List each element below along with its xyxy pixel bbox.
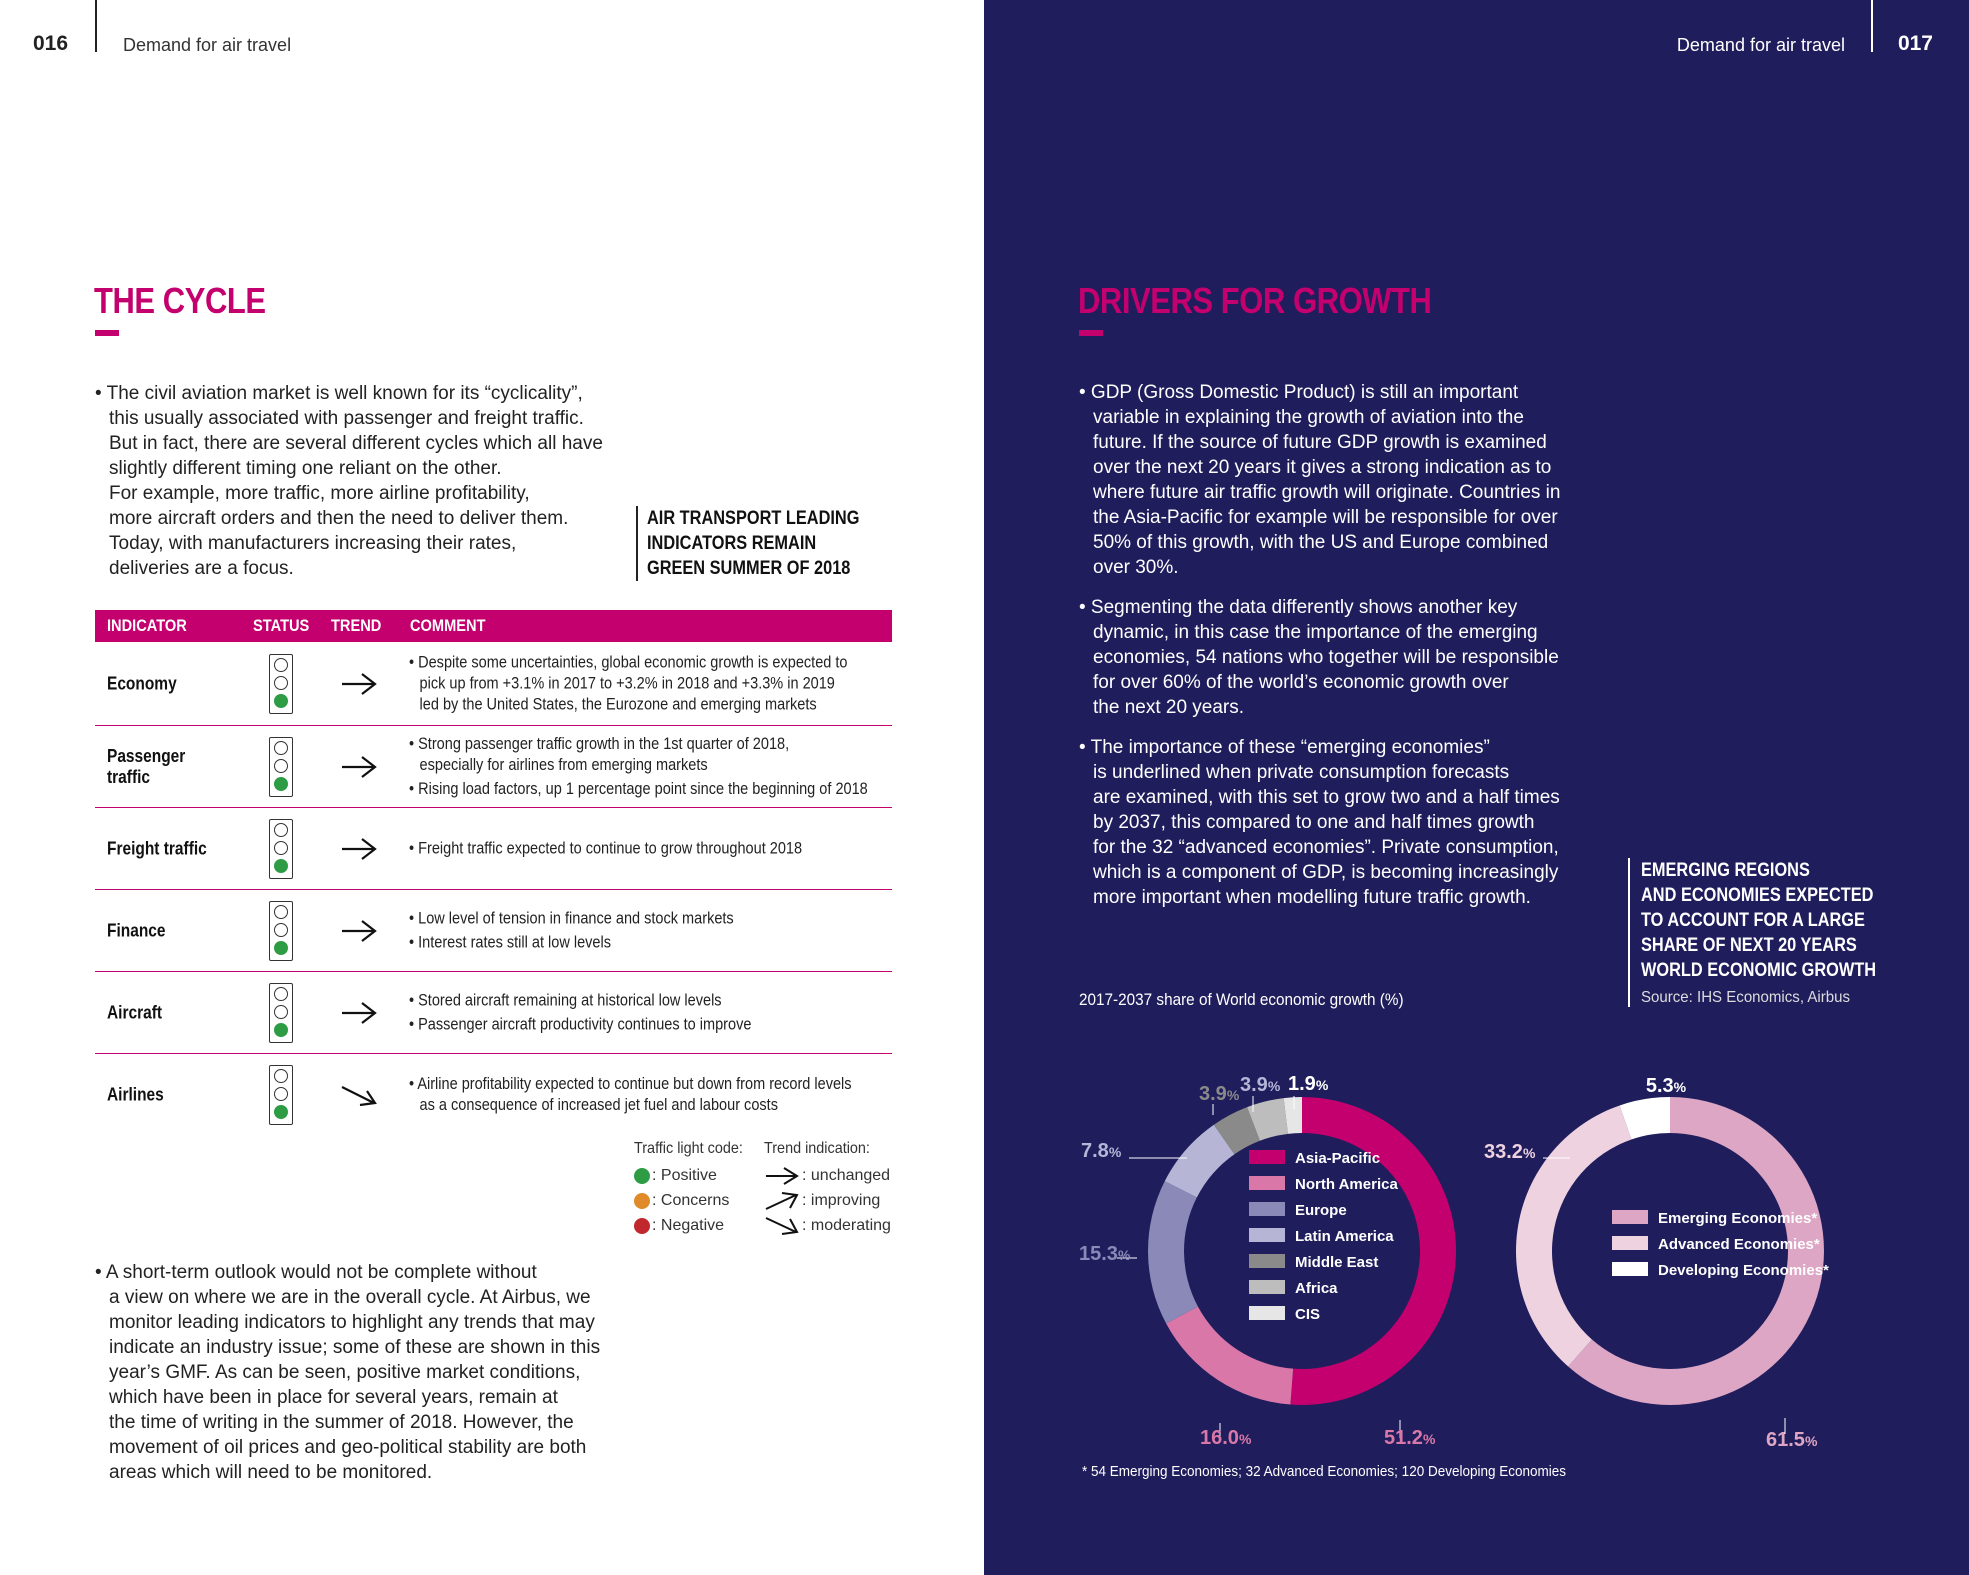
comment-line: • Freight traffic expected to continue to grow throughout 2018 [409,839,803,857]
arrow-right-icon [338,997,378,1029]
indicator-name-line: Airlines [107,1084,164,1105]
outlook-line: which have been in place for several years, remain at [109,1387,558,1408]
value-label: 7.8% [1081,1140,1122,1162]
outlook-line: areas which will need to be monitored. [109,1462,433,1483]
header-status: STATUS [253,616,310,635]
value-label: 5.3% [1645,1075,1687,1097]
comment-line: • Stored aircraft remaining at historical low levels [409,991,722,1009]
indicator-name [107,1085,164,1106]
legend-label: North America [1295,1176,1398,1193]
body-line: future. If the source of future GDP growth is examined [1093,432,1547,453]
legend-label: : Concerns [652,1191,730,1209]
donut-charts [984,1020,1969,1460]
value-label: 33.2% [1484,1141,1536,1163]
legend-item [764,1163,891,1188]
legend-label: Africa [1295,1280,1338,1297]
legend-swatch [1612,1210,1648,1224]
legend-item [634,1213,755,1238]
body-line: by 2037, this compared to one and half times growth [1093,812,1535,833]
legend-label: Asia-Pacific [1295,1150,1381,1167]
intro-line: But in fact, there are several different cycles which all have [109,433,603,454]
callout-line: GREEN SUMMER OF 2018 [647,558,851,579]
outlook-paragraph [95,1260,600,1485]
value-label: 3.9% [1199,1083,1240,1105]
comment-line: • Rising load factors, up 1 percentage point since the beginning of 2018 [409,779,868,798]
indicator-name-line: Aircraft [107,1002,163,1022]
legend-label: : Positive [652,1166,717,1184]
section-title: DRIVERS FOR GROWTH [1078,280,1432,321]
page-number: 017 [1897,32,1933,55]
legend-swatch [1249,1306,1285,1320]
donut-slice [1290,1097,1456,1405]
traffic-light-legend [634,1140,755,1238]
indicator-name-line: Passenger [107,745,186,766]
chart-legend [1612,1210,1829,1279]
body-line: for over 60% of the world’s economic growth over [1093,672,1509,693]
running-head: Demand for air travel [123,35,292,55]
legend-item [634,1188,755,1213]
header-divider [1871,0,1873,52]
legend-label: Latin America [1295,1228,1394,1245]
page-number: 016 [33,32,69,55]
indicator-name [107,746,185,788]
callout-line: SHARE OF NEXT 20 YEARS [1641,935,1857,956]
table-row [95,642,892,726]
legend-item [764,1213,891,1238]
body-line: • The importance of these “emerging economies” [1079,737,1490,758]
trend-legend [764,1140,891,1238]
body-line: are examined, with this set to grow two and a half times [1093,787,1560,808]
running-head: Demand for air travel [1676,35,1845,55]
arrow-right-icon [338,668,378,700]
body-paragraph [1079,595,1619,720]
intro-line: For example, more traffic, more airline profitability, [109,483,530,504]
callout-line: EMERGING REGIONS [1641,860,1810,881]
body-line: which is a component of GDP, is becoming increasingly [1093,862,1559,883]
traffic-light-icon [269,737,293,797]
traffic-light-icon [269,819,293,879]
arrow-up-right-icon [764,1190,800,1212]
callout-line: AND ECONOMIES EXPECTED [1641,885,1874,906]
title-underline [95,330,119,336]
comment-cell [409,652,929,715]
body-line: the Asia-Pacific for example will be responsible for over [1093,507,1558,528]
source-note: Source: IHS Economics, Airbus [1641,989,1850,1006]
body-line: • Segmenting the data differently shows another key [1079,597,1518,618]
comment-cell [409,734,929,800]
outlook-line: a view on where we are in the overall cycle. At Airbus, we [109,1287,591,1308]
comment-line: • Strong passenger traffic growth in the 1st quarter of 2018, [409,734,790,753]
arrow-right-icon [764,1165,800,1187]
legend-label: CIS [1295,1306,1321,1323]
body-line: the next 20 years. [1093,697,1245,718]
comment-line: • Passenger aircraft productivity continues to improve [409,1015,752,1033]
table-row [95,726,892,808]
legend-swatch [1249,1254,1285,1268]
chart-footnote: * 54 Emerging Economies; 32 Advanced Economies; 120 Developing Economies [1082,1463,1567,1480]
lead-callout [636,506,876,581]
arrow-down-right-icon [764,1215,800,1237]
donut-slice [1166,1307,1293,1405]
negative-dot-icon [634,1218,650,1234]
section-title: THE CYCLE [94,280,266,321]
legend-swatch [1249,1150,1285,1164]
value-label: 51.2% [1384,1427,1436,1449]
outlook-line: • A short-term outlook would not be complete without [95,1262,537,1283]
body-paragraph [1079,735,1619,910]
comment-line: • Interest rates still at low levels [409,933,611,951]
body-line: 50% of this growth, with the US and Europe combined [1093,532,1549,553]
comment-cell [409,990,929,1035]
intro-paragraph [95,381,603,581]
comment-cell [409,908,929,953]
outlook-line: year’s GMF. As can be seen, positive market conditions, [109,1362,581,1383]
drivers-text [1079,380,1619,910]
positive-dot-icon [634,1168,650,1184]
table-row [95,890,892,972]
donut-chart-1 [1079,1073,1456,1449]
outlook-line: monitor leading indicators to highlight any trends that may [109,1312,595,1333]
legend-swatch [1249,1280,1285,1294]
callout-line: AIR TRANSPORT LEADING [647,508,860,529]
body-line: economies, 54 nations who together will be responsible [1093,647,1559,668]
value-label: 1.9% [1288,1073,1329,1095]
body-line: for the 32 “advanced economies”. Private consumption, [1093,837,1559,858]
intro-line: Today, with manufacturers increasing their rates, [109,533,517,554]
comment-line: • Despite some uncertainties, global economic growth is expected to [409,653,848,671]
indicator-name [107,1002,162,1023]
legend-label: Developing Economies* [1658,1262,1829,1279]
legend-label: Advanced Economies* [1658,1236,1820,1253]
legend-item [764,1188,891,1213]
comment-line: • Low level of tension in finance and stock markets [409,909,734,927]
legend-title: Traffic light code: [634,1140,743,1157]
legend-label: Middle East [1295,1254,1379,1271]
indicator-name-line: Finance [107,920,166,940]
legend-label: : improving [802,1191,881,1209]
legend-swatch [1249,1228,1285,1242]
indicator-name [107,920,166,941]
legend-label: Europe [1295,1202,1347,1219]
header-divider [95,0,97,52]
legend-label: Emerging Economies* [1658,1210,1818,1227]
value-label: 15.3% [1079,1243,1131,1265]
body-line: • GDP (Gross Domestic Product) is still an important [1079,382,1519,403]
arrow-right-icon [338,833,378,865]
legend-swatch [1612,1262,1648,1276]
indicator-name-line: traffic [107,766,151,787]
chart-title: 2017-2037 share of World economic growth (%) [1079,990,1404,1009]
indicator-table [95,610,892,1136]
traffic-light-icon [269,1065,293,1125]
comment-cell [409,838,929,859]
donut-slice [1148,1181,1198,1323]
legend-label: : unchanged [802,1166,891,1184]
arrow-down-right-icon [338,1079,378,1111]
callout-line: TO ACCOUNT FOR A LARGE [1641,910,1865,931]
outlook-line: the time of writing in the summer of 2018. However, the [109,1412,574,1433]
intro-line: slightly different timing one reliant on the other. [109,458,502,479]
comment-cell [409,1074,929,1116]
title-underline [1079,330,1103,336]
legend-swatch [1249,1202,1285,1216]
value-label: 3.9% [1240,1074,1281,1096]
outlook-line: indicate an industry issue; some of these are shown in this [109,1337,601,1358]
intro-line: • The civil aviation market is well known for its “cyclicality”, [95,383,583,404]
right-page [984,0,1969,1575]
intro-line: more aircraft orders and then the need to deliver them. [109,508,569,529]
intro-line: deliveries are a focus. [109,558,294,579]
body-line: over the next 20 years it gives a strong indication as to [1093,457,1552,478]
comment-line: especially for airlines from emerging markets [419,755,708,774]
arrow-right-icon [338,751,378,783]
arrow-right-icon [338,915,378,947]
callout-line: WORLD ECONOMIC GROWTH [1641,960,1877,981]
concerns-dot-icon [634,1193,650,1209]
callout-line: INDICATORS REMAIN [647,533,817,554]
header-indicator: INDICATOR [107,616,187,635]
chart-legend [1249,1150,1398,1323]
comment-line: led by the United States, the Eurozone and emerging markets [419,695,817,713]
table-row [95,972,892,1054]
legend-swatch [1612,1236,1648,1250]
header-trend: TREND [331,616,382,635]
intro-line: this usually associated with passenger and freight traffic. [109,408,584,429]
traffic-light-icon [269,654,293,714]
emerging-callout [1628,858,1898,1007]
left-page [0,0,984,1575]
legend-label: : moderating [802,1216,891,1234]
legend-title: Trend indication: [764,1140,870,1157]
body-line: more important when modelling future traffic growth. [1093,887,1531,908]
traffic-light-icon [269,983,293,1043]
indicator-name [107,673,177,694]
indicator-name [107,838,207,859]
table-header [95,610,892,642]
body-line: where future air traffic growth will originate. Countries in [1093,482,1561,503]
body-line: variable in explaining the growth of aviation into the [1093,407,1524,428]
value-label: 16.0% [1200,1427,1252,1449]
traffic-light-icon [269,901,293,961]
body-line: over 30%. [1093,557,1179,578]
value-label: 61.5% [1766,1429,1818,1451]
table-row [95,808,892,890]
legend-swatch [1249,1176,1285,1190]
table-row [95,1054,892,1136]
indicator-name-line: Economy [107,673,177,693]
comment-line: as a consequence of increased jet fuel and labour costs [419,1096,778,1114]
comment-line: pick up from +3.1% in 2017 to +3.2% in 2018 and +3.3% in 2019 [419,674,835,692]
outlook-line: movement of oil prices and geo-political stability are both [109,1437,587,1458]
indicator-name-line: Freight traffic [107,838,207,858]
donut-chart-2 [1484,1075,1829,1451]
legend-label: : Negative [652,1216,725,1234]
comment-line: • Airline profitability expected to continue but down from record levels [409,1075,852,1093]
legend-item [634,1163,755,1188]
header-comment: COMMENT [410,616,486,635]
body-line: dynamic, in this case the importance of the emerging [1093,622,1538,643]
body-paragraph [1079,380,1619,580]
body-line: is underlined when private consumption forecasts [1093,762,1510,783]
